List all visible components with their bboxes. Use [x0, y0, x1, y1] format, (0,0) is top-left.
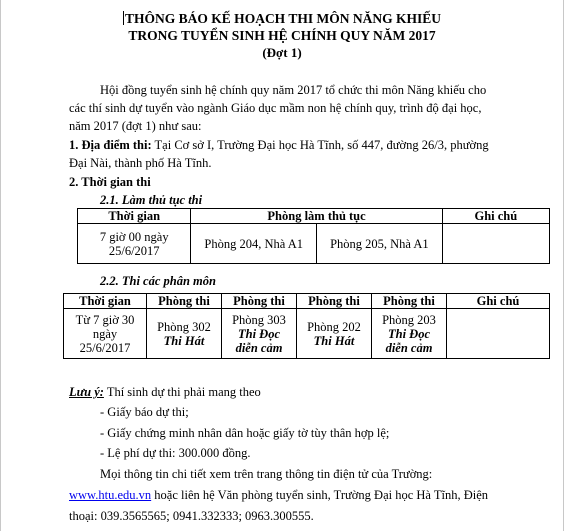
contact-line-2-text: hoặc liên hệ Văn phòng tuyển sinh, Trường Đại học Hà Tĩnh, Điện — [151, 488, 489, 502]
notice-line — [69, 383, 261, 401]
location-line-2: Đại Nài, thành phố Hà Tĩnh. — [69, 156, 212, 170]
subjects-header-room4: Phòng thi — [372, 294, 447, 309]
table-row — [78, 224, 550, 264]
contact-line-2 — [69, 486, 488, 504]
procedure-header-room: Phòng làm thủ tục — [191, 209, 442, 224]
procedure-header-row — [78, 209, 550, 224]
subjects-table — [63, 293, 550, 359]
subjects-header-row — [64, 294, 550, 309]
subjects-room2-cell: Phòng 303 Thi Đọc diễn cảm — [222, 309, 297, 359]
contact-phone-line: thoại: 039.3565565; 0941.332333; 0963.300555. — [69, 509, 314, 523]
website-link[interactable]: www.htu.edu.vn — [69, 488, 152, 502]
subjects-room4-cell: Phòng 203 Thi Đọc diễn cảm — [372, 309, 447, 359]
title-line-2: TRONG TUYỂN SINH HỆ CHÍNH QUY NĂM 2017 — [128, 28, 436, 43]
procedure-room2-cell: Phòng 205, Nhà A1 — [317, 224, 443, 264]
subjects-header-time: Thời gian — [64, 294, 147, 309]
intro-line-3: năm 2017 (đợt 1) như sau: — [69, 119, 202, 133]
list-item: - Lệ phí dự thi: 300.000 đồng. — [100, 446, 251, 460]
contact-line-1: Mọi thông tin chi tiết xem trên trang thông tin điện tử của Trường: — [100, 467, 433, 481]
procedure-time-cell: 7 giờ 00 ngày 25/6/2017 — [78, 224, 191, 264]
subjects-room3-cell: Phòng 202 Thi Hát — [297, 309, 372, 359]
procedure-header-time: Thời gian — [78, 209, 191, 224]
subjects-header-note: Ghi chú — [447, 294, 550, 309]
subjects-note-cell — [447, 309, 550, 359]
table-row — [64, 309, 550, 359]
page-border-left — [0, 0, 1, 531]
list-item: - Giấy chứng minh nhân dân hoặc giấy tờ tùy thân hợp lệ; — [100, 426, 390, 440]
title-line-3: (Đợt 1) — [262, 45, 302, 60]
procedure-room1-cell: Phòng 204, Nhà A1 — [191, 224, 317, 264]
subjects-heading: 2.2. Thi các phân môn — [100, 274, 216, 288]
location-line-1 — [69, 136, 489, 154]
title-line-1: THÔNG BÁO KẾ HOẠCH THI MÔN NĂNG KHIẾU — [125, 11, 441, 26]
location-text-1: Tại Cơ sở I, Trường Đại học Hà Tĩnh, số 447, đường 26/3, phường — [151, 138, 489, 152]
procedure-note-cell — [442, 224, 549, 264]
time-heading: 2. Thời gian thi — [69, 175, 151, 189]
procedure-heading: 2.1. Làm thủ tục thi — [100, 193, 203, 207]
text-cursor — [123, 11, 124, 25]
notice-label: Lưu ý: — [69, 385, 104, 399]
subjects-time-cell: Từ 7 giờ 30 ngày 25/6/2017 — [64, 309, 147, 359]
procedure-table — [77, 208, 550, 264]
notice-text: Thí sinh dự thi phải mang theo — [103, 385, 261, 399]
procedure-header-note: Ghi chú — [442, 209, 549, 224]
intro-line-2: các thí sinh dự tuyển vào ngành Giáo dục mầm non hệ chính quy, trình độ đại học, — [69, 101, 482, 115]
subjects-header-room2: Phòng thi — [222, 294, 297, 309]
subjects-header-room1: Phòng thi — [147, 294, 222, 309]
location-label: 1. Địa điểm thi: — [69, 138, 152, 152]
subjects-room1-cell: Phòng 302 Thi Hát — [147, 309, 222, 359]
subjects-header-room3: Phòng thi — [297, 294, 372, 309]
list-item: - Giấy báo dự thi; — [100, 405, 189, 419]
intro-line-1: Hội đồng tuyển sinh hệ chính quy năm 2017 tổ chức thi môn Năng khiếu cho — [100, 83, 487, 97]
